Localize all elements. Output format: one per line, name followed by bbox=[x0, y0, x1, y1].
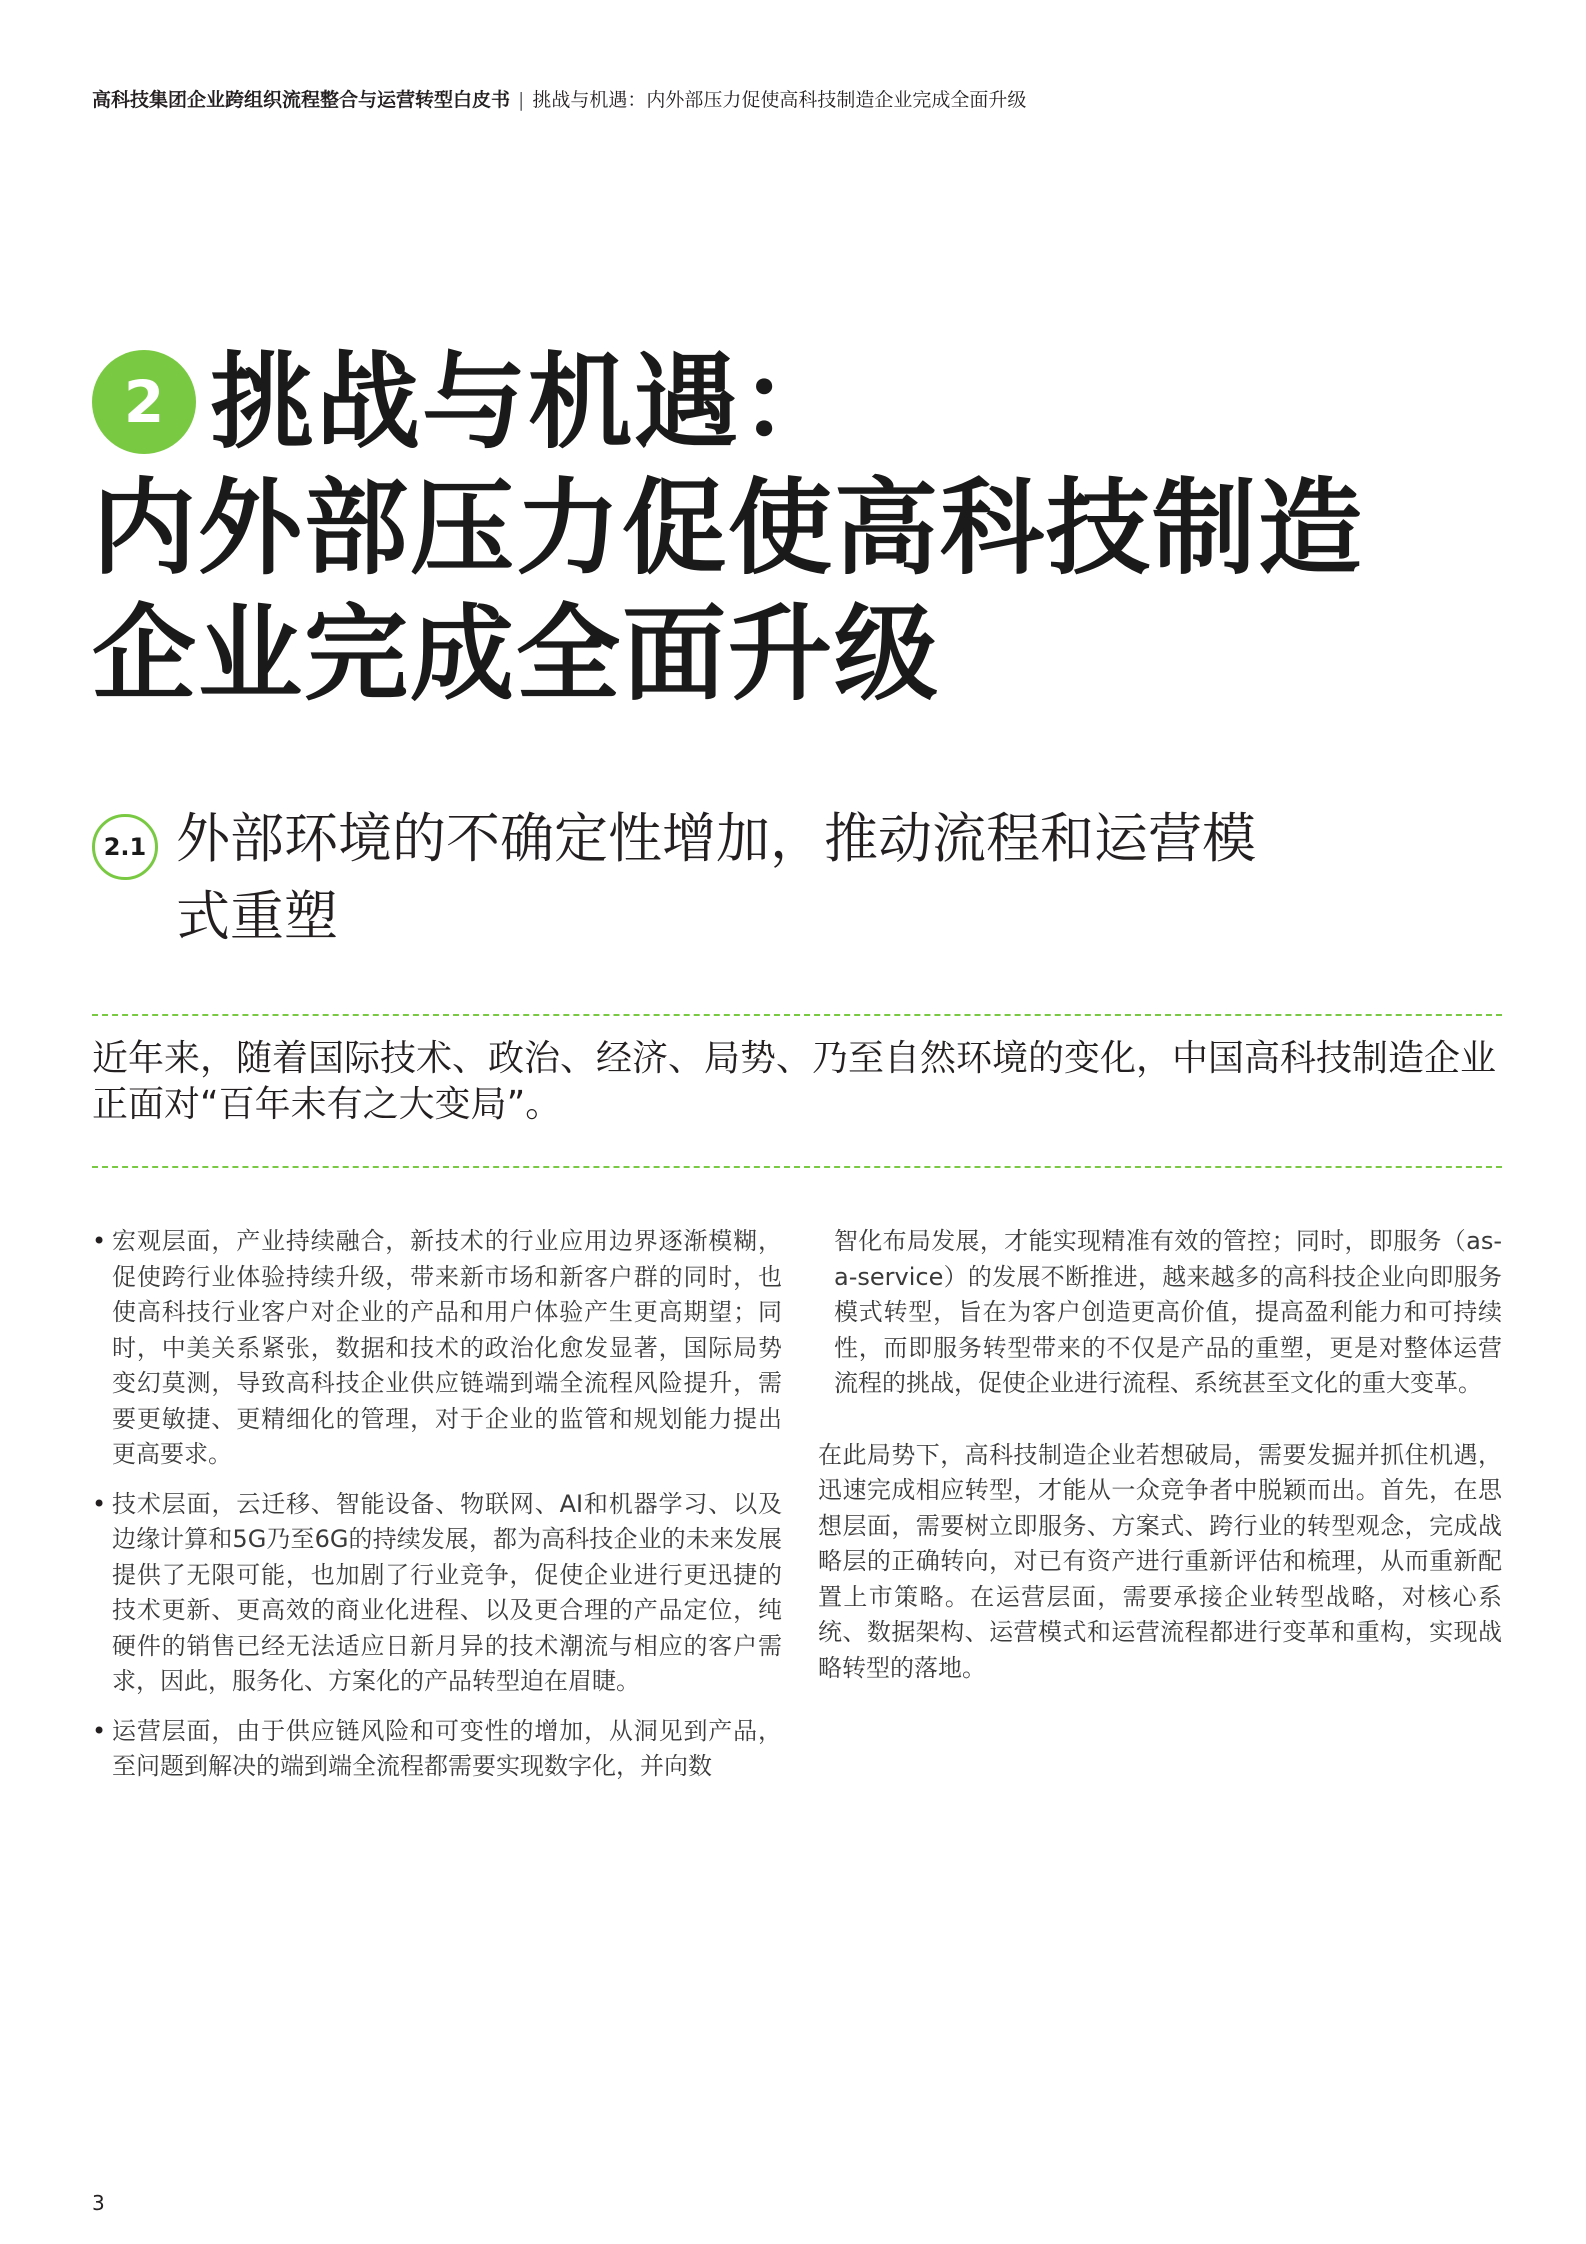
body-paragraph: 在此局势下，高科技制造企业若想破局，需要发掘并抓住机遇，迅速完成相应转型，才能从一众竞争者中脱颖而出。首先，在思想层面，需要树立即服务、方案式、跨行业的转型观念，完成战略层的正确转向，对已有资产进行重新评估和梳理，从而重新配置上市策略。在运营层面，需要承接企业转型战略，对核心系统、数据架构、运营模式和运营流程都进行变革和重构，实现战略转型的落地。 bbox=[818, 1440, 1502, 1682]
dashed-divider-bottom bbox=[92, 1166, 1502, 1168]
chapter-title-line-1: 挑战与机遇： bbox=[210, 341, 847, 463]
chapter-number-badge: 2 bbox=[92, 350, 196, 454]
page-number: 3 bbox=[92, 2191, 105, 2215]
right-column bbox=[818, 1224, 1502, 1686]
bullet-continuation: 智化布局发展，才能实现精准有效的管控；同时，即服务（as-a-service）的发展不断推进，越来越多的高科技企业向即服务模式转型，旨在为客户创造更高价值，提高盈利能力和可持续性，而即服务转型带来的不仅是产品的重塑，更是对整体运营流程的挑战，促使企业进行流程、系统甚至文化的重大变革。 bbox=[834, 1227, 1502, 1397]
lead-paragraph: 近年来，随着国际技术、政治、经济、局势、乃至自然环境的变化，中国高科技制造企业正面对“百年未有之大变局”。 bbox=[92, 1038, 1497, 1125]
running-header bbox=[92, 86, 1026, 114]
chapter-title-line-2: 内外部压力促使高科技制造 bbox=[92, 467, 1365, 589]
section-title: 外部环境的不确定性增加，推动流程和运营模式重塑 bbox=[176, 807, 1256, 948]
header-separator: | bbox=[518, 89, 525, 111]
chapter-title-line-3: 企业完成全面升级 bbox=[92, 593, 941, 715]
header-doc-title: 高科技集团企业跨组织流程整合与运营转型白皮书 bbox=[92, 89, 511, 111]
left-column bbox=[92, 1224, 782, 1799]
bullet-item-operations: • 运营层面，由于供应链风险和可变性的增加，从洞见到产品，至问题到解决的端到端全流程都需要实现数字化，并向数 bbox=[92, 1714, 782, 1785]
bullet-item-macro: • 宏观层面，产业持续融合，新技术的行业应用边界逐渐模糊，促使跨行业体验持续升级，带来新市场和新客户群的同时，也使高科技行业客户对企业的产品和用户体验产生更高期望；同时，中美关系紧张，数据和技术的政治化愈发显著，国际局势变幻莫测，导致高科技企业供应链端到端全流程风险提升，需要更敏捷、更精细化的管理，对于企业的监管和规划能力提出更高要求。 bbox=[92, 1224, 782, 1473]
dashed-divider-top bbox=[92, 1014, 1502, 1016]
header-chapter-title: 挑战与机遇：内外部压力促使高科技制造企业完成全面升级 bbox=[532, 89, 1027, 111]
bullet-item-technology: • 技术层面，云迁移、智能设备、物联网、AI和机器学习、以及边缘计算和5G乃至6G的持续发展，都为高科技企业的未来发展提供了无限可能，也加剧了行业竞争，促使企业进行更迅捷的技术更新、更高效的商业化进程、以及更合理的产品定位，纯硬件的销售已经无法适应日新月异的技术潮流与相应的客户需求，因此，服务化、方案化的产品转型迫在眉睫。 bbox=[92, 1487, 782, 1700]
section-number-badge: 2.1 bbox=[92, 814, 158, 880]
